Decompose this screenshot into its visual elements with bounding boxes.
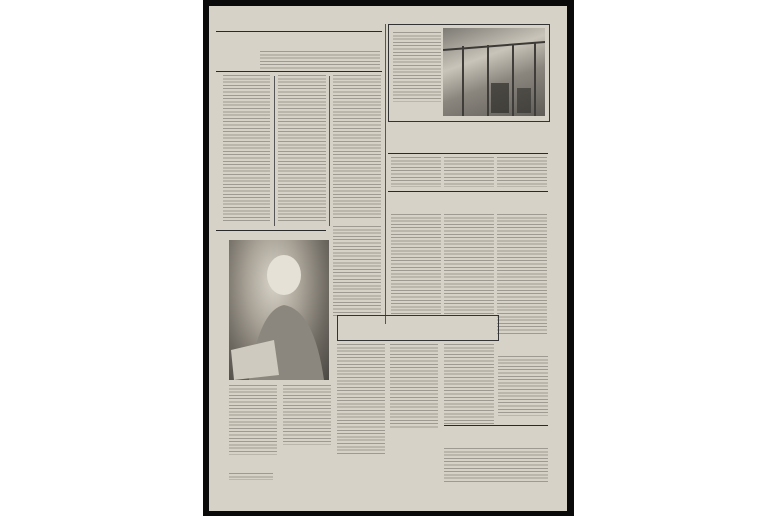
feature-headline-box: [337, 315, 499, 341]
text-column-1: [223, 75, 270, 223]
masthead-date: [229, 473, 273, 480]
text-column: [333, 226, 381, 316]
text-column: [497, 214, 547, 334]
text-column: [283, 385, 331, 445]
text-column: [444, 214, 494, 314]
text-block: [444, 448, 548, 483]
factory-photo: [443, 28, 545, 116]
text-block: [391, 157, 441, 187]
text-block: [444, 157, 494, 187]
text-column: [444, 344, 494, 424]
text-column: [229, 385, 277, 455]
text-column: [391, 214, 441, 314]
subhead-text-block: [260, 51, 380, 69]
text-column-3: [333, 75, 381, 220]
photo-note-text: [393, 32, 441, 102]
text-block: [497, 157, 547, 187]
text-column-2: [278, 75, 326, 223]
text-column: [390, 344, 438, 429]
woman-portrait-photo: [229, 240, 329, 380]
text-column: [498, 356, 548, 416]
text-column: [337, 344, 385, 454]
